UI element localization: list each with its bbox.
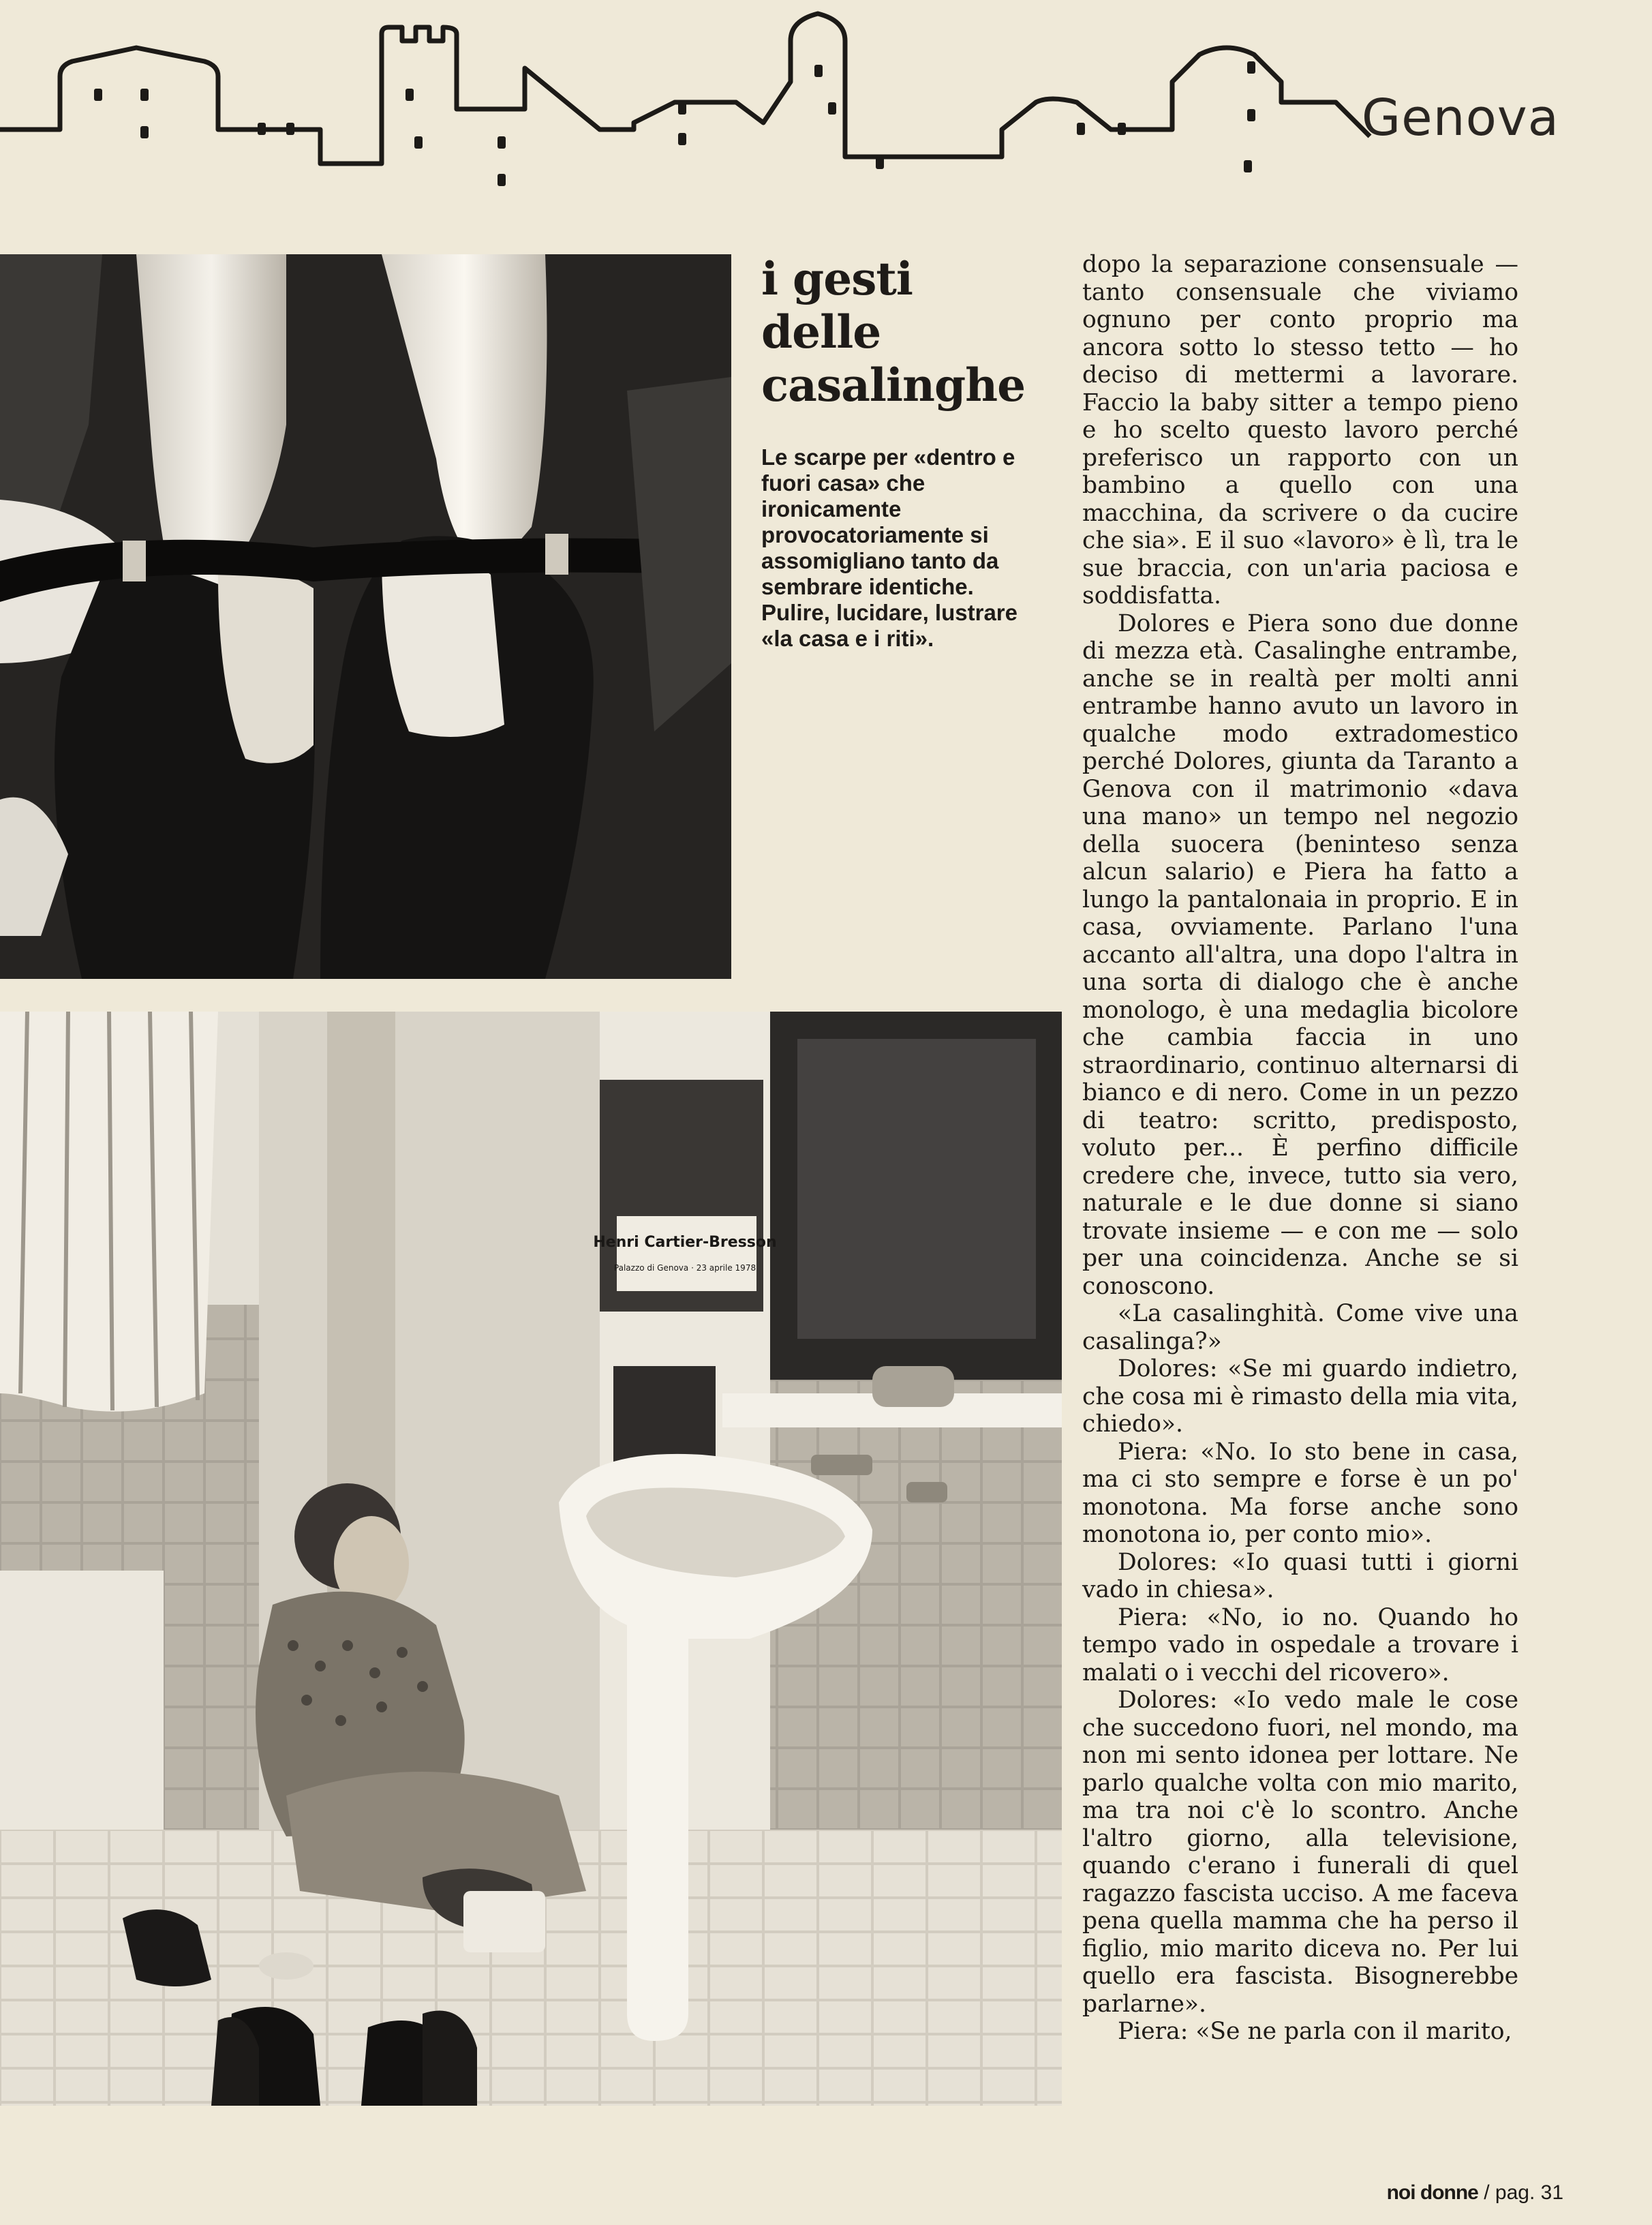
article-paragraph: Piera: «Se ne parla con il marito,	[1118, 2018, 1512, 2045]
article-headline	[761, 252, 1047, 412]
article-paragraph: Dolores: «Io vedo male le cose che succedono fuori, nel mondo, ma non mi sento idonea per lottare. Ne parlo qualche volta con mio marito, ma tra noi c'è lo scontro. Anche l'altro giorno, alla televisione, quando c'erano i funerali di quel ragazzo fascista ucciso. A me faceva pena quella mamma che ha perso il figlio, mio marito diceva no. Per lui quello era fascista. Bisognerebbe parlarne».	[1082, 1686, 1518, 2018]
article-paragraph: Piera: «No. Io sto bene in casa, ma ci sto sempre e forse è un po' monotona. Ma forse anche sono monotona io, per conto mio».	[1082, 1438, 1518, 1548]
magazine-name: noi donne	[1386, 2181, 1478, 2204]
article-paragraph: «La casalinghità. Come vive una casalinga?»	[1082, 1300, 1518, 1355]
photo-shoes	[0, 254, 731, 979]
article-body	[1082, 251, 1518, 2046]
article-paragraph: Dolores: «Io quasi tutti i giorni vado in chiesa».	[1082, 1548, 1518, 1603]
page-number: pag. 31	[1495, 2181, 1563, 2204]
footer-separator: /	[1484, 2181, 1490, 2204]
article-paragraph: Piera: «No, io no. Quando ho tempo vado in ospedale a trovare i malati o i vecchi del ricovero».	[1082, 1603, 1518, 1686]
article-paragraph: Dolores: «Se mi guardo indietro, che cosa mi è rimasto della mia vita, chiedo».	[1082, 1355, 1518, 1438]
photo-caption: Le scarpe per «dentro e fuori casa» che ironicamente provocatoriamente si assomigliano tanto da sembrare identiche. Pulire, lucidare, lustrare «la casa e i riti».	[761, 444, 1018, 651]
headline-line: casalinghe	[761, 359, 1026, 412]
photo-shoes-drawing	[0, 254, 731, 979]
page-footer	[1387, 2181, 1563, 2205]
headline-line: i gesti	[761, 252, 913, 305]
headline-line: delle	[761, 305, 881, 359]
photo-bathroom	[0, 1012, 1062, 2106]
article-paragraph: dopo la separazione consensuale — tanto consensuale che viviamo ognuno per conto proprio ma ancora sotto lo stesso tetto — ho deciso di mettermi a lavorare. Faccio la baby sitter a tempo pieno e ho scelto questo lavoro perché preferisco un rapporto con un bambino a quello con una macchina, da scrivere o da cucire che sia». E il suo «lavoro» è lì, tra le sue braccia, con un'aria paciosa e soddisfatta.	[1082, 251, 1518, 609]
poster-subtitle: Palazzo di Genova · 23 aprile 1978	[613, 1263, 756, 1273]
article-paragraph: Dolores e Piera sono due donne di mezza età. Casalinghe entrambe, anche se in realtà per molti anni entrambe hanno avuto un lavoro in qualche modo extradomestico perché Dolores, giunta da Taranto a Genova con il matrimonio «dava una mano» un tempo nel negozio della suocera (beninteso senza alcun salario) e Piera ha fatto a lungo la pantalonaia in proprio. E in casa, ovviamente. Parlano l'una accanto all'altra, una dopo l'altra in una sorta di dialogo che è anche monologo, è una medaglia bicolore che cambia faccia in uno straordinario, continuo alternarsi di bianco e di nero. Come in un pezzo di teatro: scritto, predisposto, voluto per... È perfino difficile credere che, invece, tutto sia vero, naturale e le due donne si siano trovate insieme — e con me — solo per una coincidenza. Anche se si conoscono.	[1082, 609, 1518, 1300]
poster-title: Henri Cartier-Bresson	[593, 1234, 777, 1251]
photo-bathroom-drawing	[0, 1012, 1062, 2106]
section-title-city: Genova	[1361, 89, 1559, 147]
